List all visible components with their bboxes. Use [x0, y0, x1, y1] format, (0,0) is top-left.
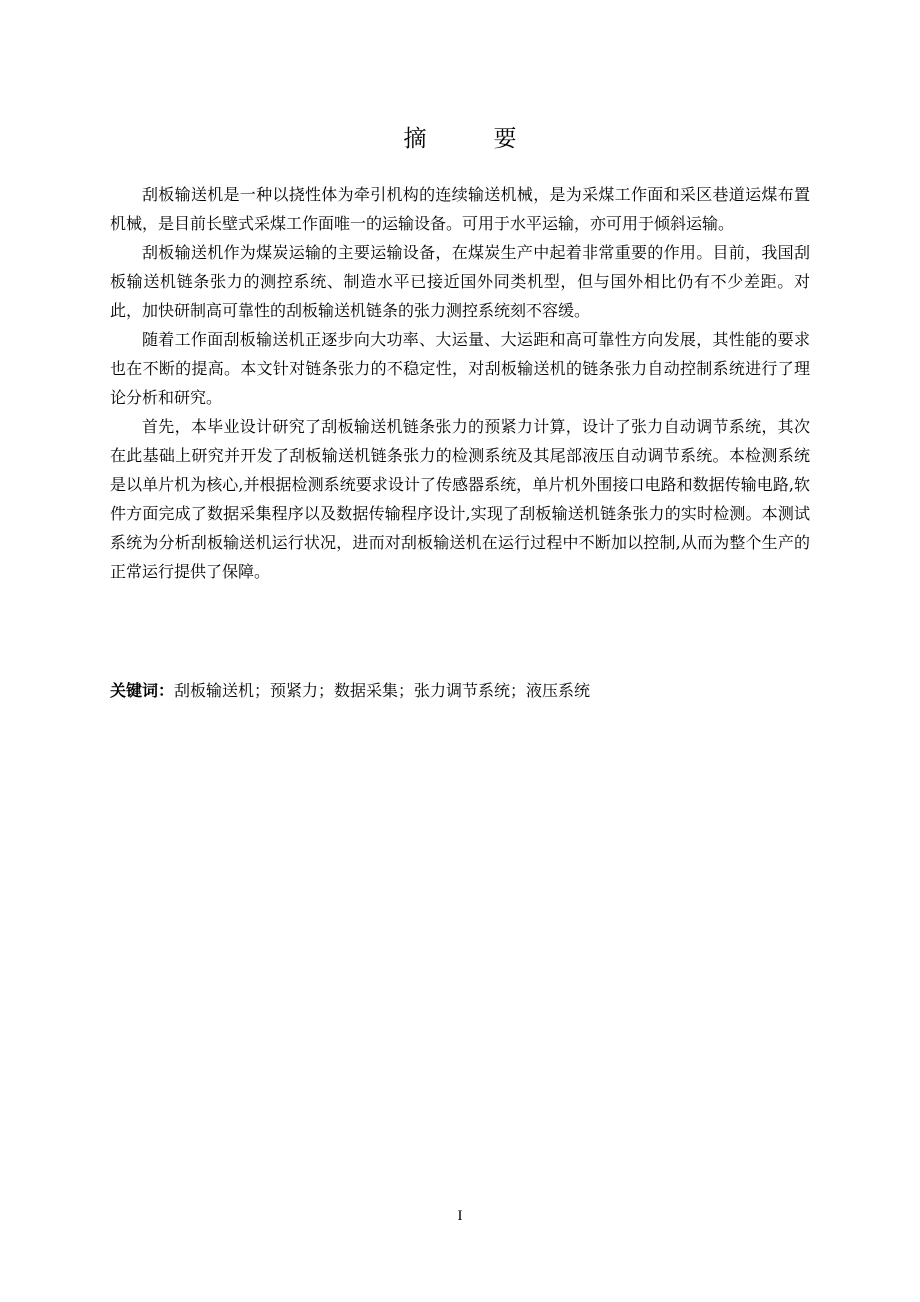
abstract-paragraph-3: 随着工作面刮板输送机正逐步向大功率、大运量、大运距和高可靠性方向发展，其性能的要求也在不断的提高。本文针对链条张力的不稳定性，对刮板输送机的链条张力自动控制系统进行了理论分析和研究。: [110, 330, 810, 407]
page-title: 摘 要: [403, 126, 539, 152]
keywords-label: 关键词：: [110, 681, 175, 700]
page-number: I: [457, 1208, 463, 1224]
abstract-paragraph-4: 首先，本毕业设计研究了刮板输送机链条张力的预紧力计算，设计了张力自动调节系统，其次在此基础上研究并开发了刮板输送机链条张力的检测系统及其尾部液压自动调节系统。本检测系统是以单片机为核心,并根据检测系统要求设计了传感器系统，单片机外围接口电路和数据传输电路,软件方面完成了数据采集程序以及数据传输程序设计,实现了刮板输送机链条张力的实时检测。本测试系统为分析刮板输送机运行状况，进而对刮板输送机在运行过程中不断加以控制,从而为整个生产的正常运行提供了保障。: [110, 417, 810, 581]
abstract-paragraph-2: 刮板输送机作为煤炭运输的主要运输设备，在煤炭生产中起着非常重要的作用。目前，我国刮板输送机链条张力的测控系统、制造水平已接近国外同类机型，但与国外相比仍有不少差距。对此，加快研制高可靠性的刮板输送机链条的张力测控系统刻不容缓。: [110, 243, 810, 320]
keywords-text: 刮板输送机；预紧力；数据采集；张力调节系统；液压系统: [174, 681, 591, 700]
abstract-body: [110, 180, 810, 586]
keywords-line: [110, 677, 810, 705]
abstract-paragraph-1: 刮板输送机是一种以挠性体为牵引机构的连续输送机械，是为采煤工作面和采区巷道运煤布置机械，是目前长壁式采煤工作面唯一的运输设备。可用于水平运输，亦可用于倾斜运输。: [110, 185, 810, 233]
